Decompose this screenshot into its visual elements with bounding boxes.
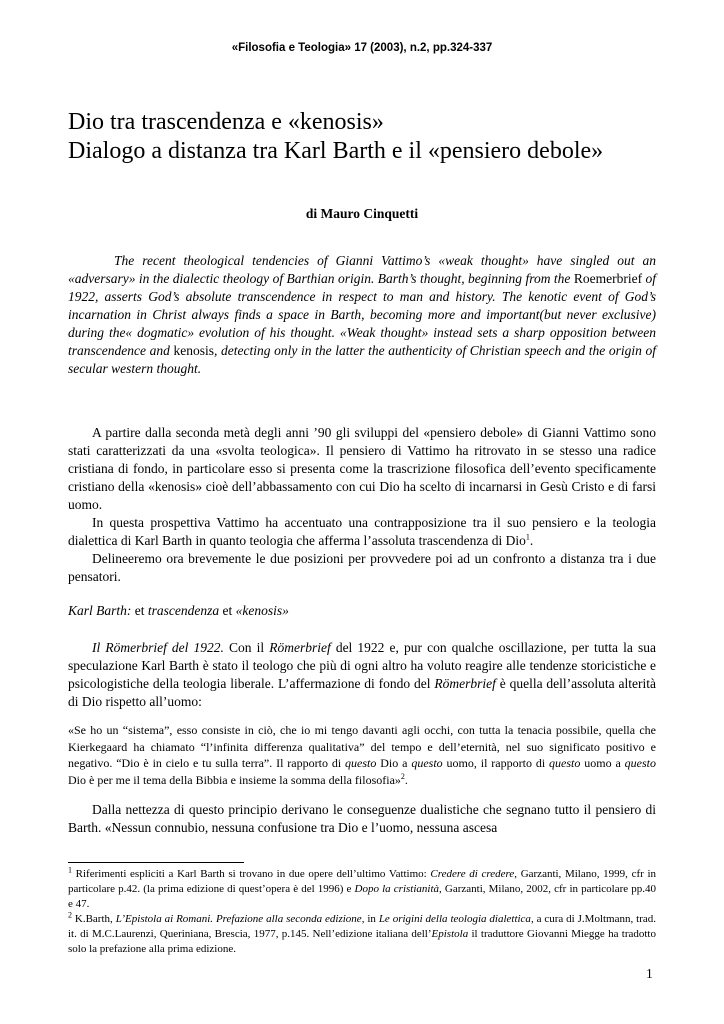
- block-quote: [68, 722, 656, 788]
- footnote-2: [68, 912, 656, 957]
- page-number: 1: [646, 966, 653, 981]
- intro-paragraph-3: Delineeremo ora brevemente le due posizioni per provvedere poi ad un confronto a distanza tra i due pensatori.: [68, 551, 656, 584]
- footnote-1: [68, 867, 656, 912]
- author-byline: di Mauro Cinquetti: [305, 206, 419, 221]
- quote-text: «Se ho un “sistema”, esso consiste in ciò, che io mi tengo davanti agli occhi, con tutta la tenacia possibile, quella che Kierkegaard ha chiamato “l’infinita differenza qualitativa” del tempo e dell’eternità, nel suo significato positivo e negativo. “Dio è in cielo e tu sulla terra”. Il rapporto di: [68, 723, 656, 770]
- footnote-text: , in: [361, 913, 379, 925]
- abstract: [68, 252, 656, 378]
- title-line-1: Dio tra trascendenza e «kenosis»: [68, 109, 384, 135]
- paragraph-text: .: [529, 533, 534, 548]
- footnote-text: K.Barth,: [72, 913, 116, 925]
- footnote-number: 2: [68, 910, 72, 920]
- footnote-text: , Garzanti, Milano, 2002, cfr in particolare pp.40 e 47.: [68, 883, 656, 910]
- heading-text: et: [131, 603, 148, 618]
- continuation-paragraph: Dalla nettezza di questo principio derivano le conseguenze dualistiche che segnano tutto il pensiero di Barth. «Nessun connubio, nessuna confusione tra Dio e l’uomo, nessuna ascesa: [68, 802, 656, 835]
- footnote-text: L’Epistola ai Romani. Prefazione alla seconda edizione: [115, 913, 362, 925]
- heading-text: et: [219, 603, 236, 618]
- section-heading: [68, 603, 289, 619]
- paragraph-text: Con il: [223, 640, 270, 655]
- heading-text: trascendenza: [147, 603, 220, 618]
- abstract-text: The recent theological tendencies of Gianni Vattimo’s «weak thought» have singled out an «adversary» in the dialectic theology of Barthian origin. Barth’s thought, beginning from the: [68, 253, 656, 286]
- abstract-text: of 1922, asserts God’s absolute transcendence in respect to man and history. The kenotic event of God’s incarnation in Christ always finds a space in Barth, becoming more and important(but never exclusive) during the« dogmatic» evolution of his thought. «Weak thought» instead sets a sharp opposition between transcendence and: [68, 271, 656, 358]
- introduction: [68, 424, 656, 586]
- footnote-text: , a cura di J.Moltmann, trad. it. di M.C.Laurenzi, Queriniana, Brescia, 1977, p.145. Nell’edizione italiana dell’: [68, 913, 656, 940]
- footnote-text: Le origini della teologia dialettica: [378, 913, 531, 925]
- footnote-divider: [68, 862, 244, 863]
- footnote-number: 1: [68, 865, 72, 875]
- journal-citation: «Filosofia e Teologia» 17 (2003), n.2, pp.324-337: [231, 42, 493, 54]
- quote-text: questo: [411, 756, 443, 770]
- section-paragraph: [68, 639, 656, 711]
- heading-text: Karl Barth:: [68, 603, 132, 618]
- paragraph-text: Il Römerbrief del 1922.: [92, 640, 224, 655]
- quote-text: uomo, il rapporto di: [442, 756, 550, 770]
- paragraph-text: è quella dell’assoluta alterità di Dio rispetto all’uomo:: [68, 676, 656, 709]
- paragraph-text: In questa prospettiva Vattimo ha accentuato una contrapposizione tra il suo pensiero e la teologia dialettica di Karl Barth in quanto teologia che afferma l’assoluta trascendenza di Dio: [68, 515, 656, 548]
- paragraph-text: del 1922 e, pur con qualche oscillazione, per tutta la sua speculazione Karl Barth è stato il teologo che più di ogni altro ha voluto reagire alle tendenze storicistiche e psicologistiche della teologia liberale. L’affermazione di fondo del: [68, 640, 656, 691]
- quote-text: questo: [345, 756, 377, 770]
- heading-text: «kenosis»: [235, 603, 289, 618]
- abstract-text: Roemerbrief: [573, 271, 643, 286]
- intro-paragraph-2: [68, 514, 656, 550]
- paragraph-text: Römerbrief: [434, 676, 496, 691]
- section-body: [68, 639, 656, 711]
- quote-text: Dio è per me il tema della Bibbia e insieme la somma della filosofia»: [68, 772, 401, 787]
- footnote-text: , Garzanti, Milano, 1999, cfr in particolare p.42. (la prima edizione di quest’opera è del 1996) e: [68, 868, 657, 895]
- quote-text: questo: [624, 756, 657, 770]
- footnote-ref-1[interactable]: 1: [525, 532, 530, 542]
- abstract-text: , detecting only in the latter the authenticity of Christian speech and the origin of secular western thought.: [68, 343, 656, 376]
- footnote-text: Riferimenti espliciti a Karl Barth si trovano in due opere dell’ultimo Vattimo:: [72, 868, 431, 880]
- footnote-text: Epistola: [431, 928, 469, 940]
- quote-text: .: [404, 772, 408, 787]
- intro-paragraph-1: A partire dalla seconda metà degli anni ’90 gli sviluppi del «pensiero debole» di Gianni Vattimo sono stati caratterizzati da una «svolta teologica». Il pensiero di Vattimo ha ritrovato in se stesso una radice cristiana di fondo, in particolare esso si presenta come la trascrizione filosofica dell’evento specificamente cristiano della «kenosis» cioè dell’abbassamento con cui Dio ha scelto di incarnarsi in Gesù Cristo e di farsi uomo.: [68, 425, 656, 512]
- paragraph-text: Römerbrief: [269, 640, 331, 655]
- footnote-text: Credere di credere: [430, 868, 515, 880]
- footnote-ref-2[interactable]: 2: [400, 771, 405, 781]
- footnote-text: il traduttore Giovanni Miegge ha tradotto solo la prefazione alla prima edizione.: [68, 928, 656, 955]
- footnote-text: Dopo la cristianità: [354, 883, 440, 895]
- quote-text: questo: [549, 756, 581, 770]
- title-line-2: Dialogo a distanza tra Karl Barth e il «pensiero debole»: [68, 138, 604, 164]
- article-title: [68, 108, 668, 166]
- continuation: [68, 801, 656, 837]
- quote-text: Dio a: [376, 756, 412, 770]
- footnotes: [68, 867, 656, 957]
- quote-text: uomo a: [580, 756, 625, 770]
- abstract-text: kenosis: [173, 343, 214, 358]
